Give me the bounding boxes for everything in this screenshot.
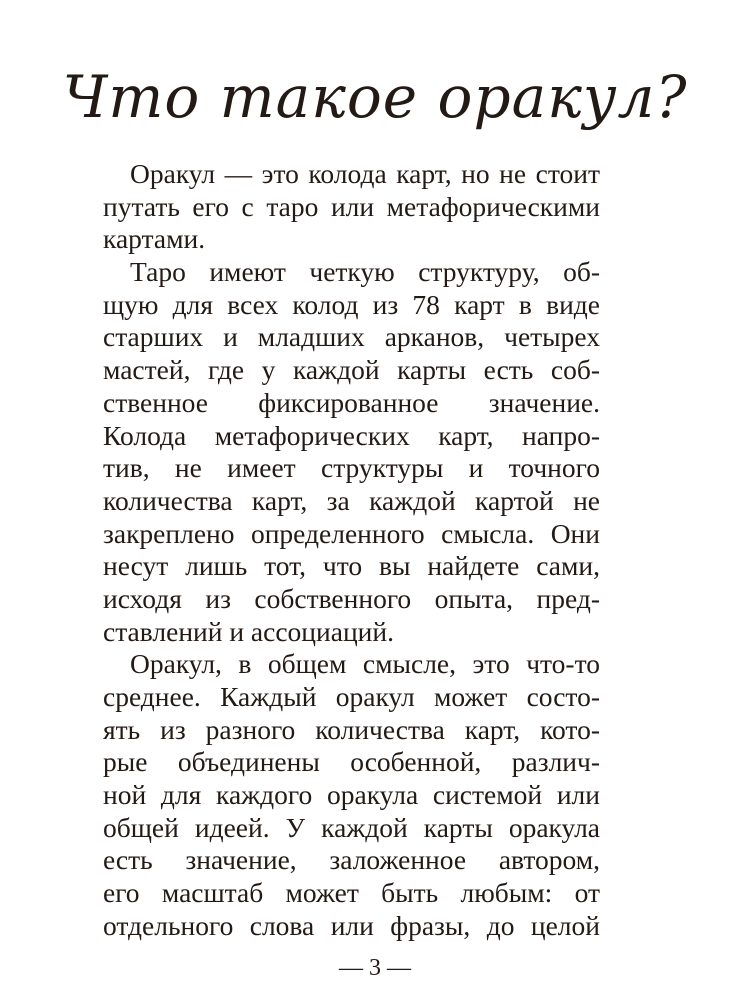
text-line: количества карт, за каждой картой не [103, 484, 600, 516]
text-line: среднее. Каждый оракул может состо- [103, 681, 600, 712]
text-line: есть значение, заложенное автором, [103, 844, 600, 876]
text-line: ять из разного количества карт, кото- [103, 713, 600, 745]
text-line: Оракул, в общем смысле, это что-то [130, 648, 600, 680]
text-line: старших и младших арканов, четырех [103, 321, 600, 353]
text-line: ной для каждого оракула системой или [103, 779, 600, 811]
text-line: закреплено определенного смысла. Они [103, 517, 600, 549]
text-line: картами. [103, 223, 206, 255]
text-line: рые объединены особенной, различ- [103, 746, 600, 778]
text-line: щую для всех колод из 78 карт в виде [103, 288, 600, 320]
text-line: мастей, где у каждой карты есть соб- [103, 354, 600, 386]
text-line: тив, не имеет структуры и точного [103, 452, 600, 484]
text-line: ственное фиксированное значение. [103, 386, 600, 418]
body-text [103, 158, 600, 943]
text-line: исходя из собственного опыта, пред- [103, 582, 600, 614]
text-line: Колода метафорических карт, напро- [103, 419, 600, 451]
text-line: ставлений и ассоциаций. [103, 615, 394, 647]
text-line: отдельного слова или фразы, до целой [103, 909, 600, 941]
text-line: Таро имеют четкую структуру, об- [130, 256, 600, 288]
chapter-title: Что такое оракул? [62, 63, 688, 131]
page-number: — 3 — [339, 955, 411, 981]
text-line: путать его с таро или метафорическими [103, 190, 600, 222]
text-line: Оракул — это колода карт, но не стоит [130, 158, 600, 189]
text-line: общей идеей. У каждой карты оракула [103, 811, 600, 843]
text-line: несут лишь тот, что вы найдете сами, [103, 550, 600, 582]
text-line: его масштаб может быть любым: от [103, 877, 600, 909]
